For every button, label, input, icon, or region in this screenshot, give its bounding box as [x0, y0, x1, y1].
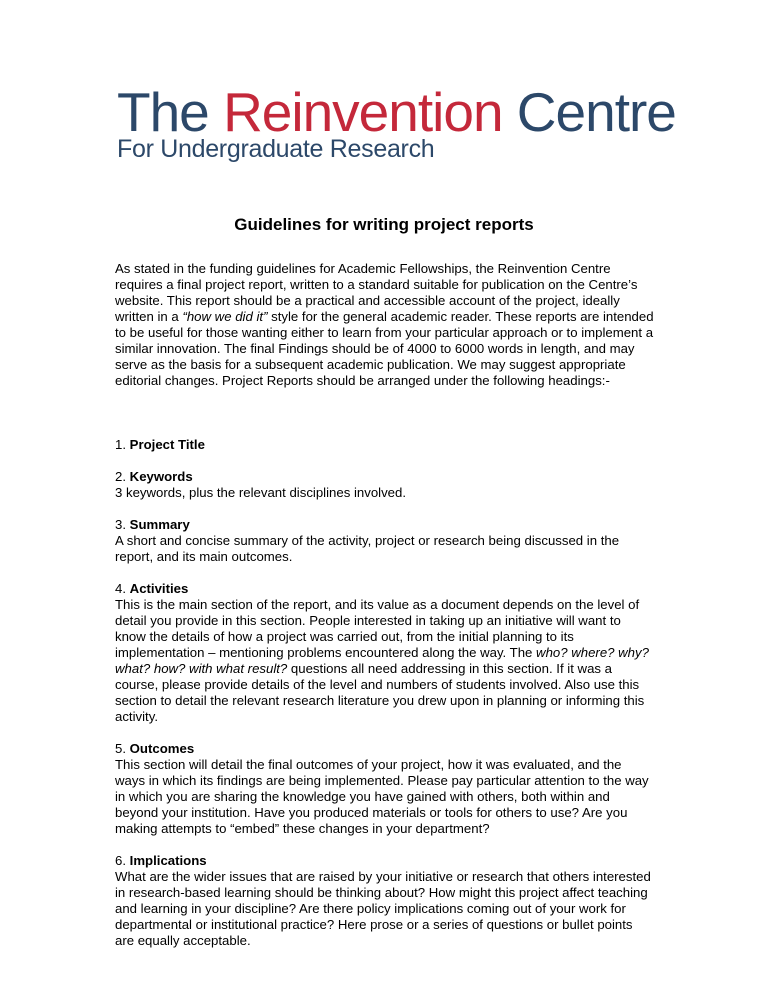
logo-title [117, 81, 676, 143]
section-heading-text: Activities [129, 581, 189, 596]
section-body: 3 keywords, plus the relevant disciplines involved. [115, 485, 407, 500]
section-number: 3. [115, 517, 130, 532]
section-heading [115, 741, 655, 757]
section-number: 1. [115, 437, 130, 452]
page-title: Guidelines for writing project reports [234, 215, 534, 234]
section-body: A short and concise summary of the activity, project or research being discussed in the report, and its main outcomes. [115, 533, 620, 564]
section-number: 5. [115, 741, 130, 756]
section-body-italic: who? where? why? what? how? with what result? [115, 645, 649, 676]
intro-text-italic: “how we did it” [182, 309, 268, 324]
section-keywords [115, 469, 655, 501]
section-number: 6. [115, 853, 130, 868]
section-body-a: This is the main section of the report, and its value as a document depends on the level of detail you provide in this section. People interested in taking up an initiative will want to know the details of how a project was carried out, from the initial planning to its implementation – mentioning problems encountered along the way. The [115, 597, 640, 660]
section-body: This section will detail the final outcomes of your project, how it was evaluated, and the ways in which its findings are being implemented. Please pay particular attention to the way in which you are sharing the knowledge you have gained with others, both within and beyond your institution. Have you produced materials or tools for others to use? Are you making attempts to “embed” these changes in your department? [115, 757, 649, 836]
section-heading-text: Summary [129, 517, 190, 532]
section-number: 2. [115, 469, 130, 484]
logo-word-the: The [117, 81, 224, 143]
section-implications [115, 853, 655, 949]
section-heading-text: Implications [129, 853, 207, 868]
intro-text-a: As stated in the funding guidelines for Academic Fellowships, the Reinvention Centre requires a final project report, written to a standard suitable for publication on the Centre’s website. This report should be a practical and accessible account of the project, ideally written in a [115, 261, 638, 324]
section-heading [115, 581, 655, 597]
section-activities [115, 581, 655, 725]
section-body-b: questions all need addressing in this section. If it was a course, please provide details of the level and numbers of students involved. Also use this section to detail the relevant research literature you drew upon in planning or informing this activity. [115, 661, 645, 724]
section-number: 4. [115, 581, 130, 596]
section-heading [115, 469, 655, 485]
reinvention-centre-logo [117, 81, 676, 163]
document-body [115, 261, 655, 965]
intro-paragraph [115, 261, 655, 389]
section-heading-text: Keywords [129, 469, 193, 484]
section-body [115, 597, 655, 725]
logo-word-reinvention: Reinvention [223, 81, 503, 143]
logo-word-centre: Centre [502, 81, 676, 143]
section-summary [115, 517, 655, 565]
section-heading [115, 437, 655, 453]
section-heading [115, 517, 655, 533]
intro-text-b: style for the general academic reader. These reports are intended to be useful for those wanting either to learn from your particular approach or to implement a similar innovation. The final Findings should be of 4000 to 6000 words in length, and may serve as the basis for a subsequent academic publication. We may suggest appropriate editorial changes. Project Reports should be arranged under the following headings:- [115, 309, 654, 388]
section-body: What are the wider issues that are raised by your initiative or research that others interested in research-based learning should be thinking about? How might this project affect teaching and learning in your discipline? Are there policy implications coming out of your work for departmental or institutional practice? Here prose or a series of questions or bullet points are equally acceptable. [115, 869, 651, 948]
section-heading-text: Outcomes [129, 741, 195, 756]
logo-subtitle: For Undergraduate Research [117, 135, 435, 163]
section-heading [115, 853, 655, 869]
section-outcomes [115, 741, 655, 837]
section-project-title [115, 437, 655, 453]
section-heading-text: Project Title [129, 437, 205, 452]
